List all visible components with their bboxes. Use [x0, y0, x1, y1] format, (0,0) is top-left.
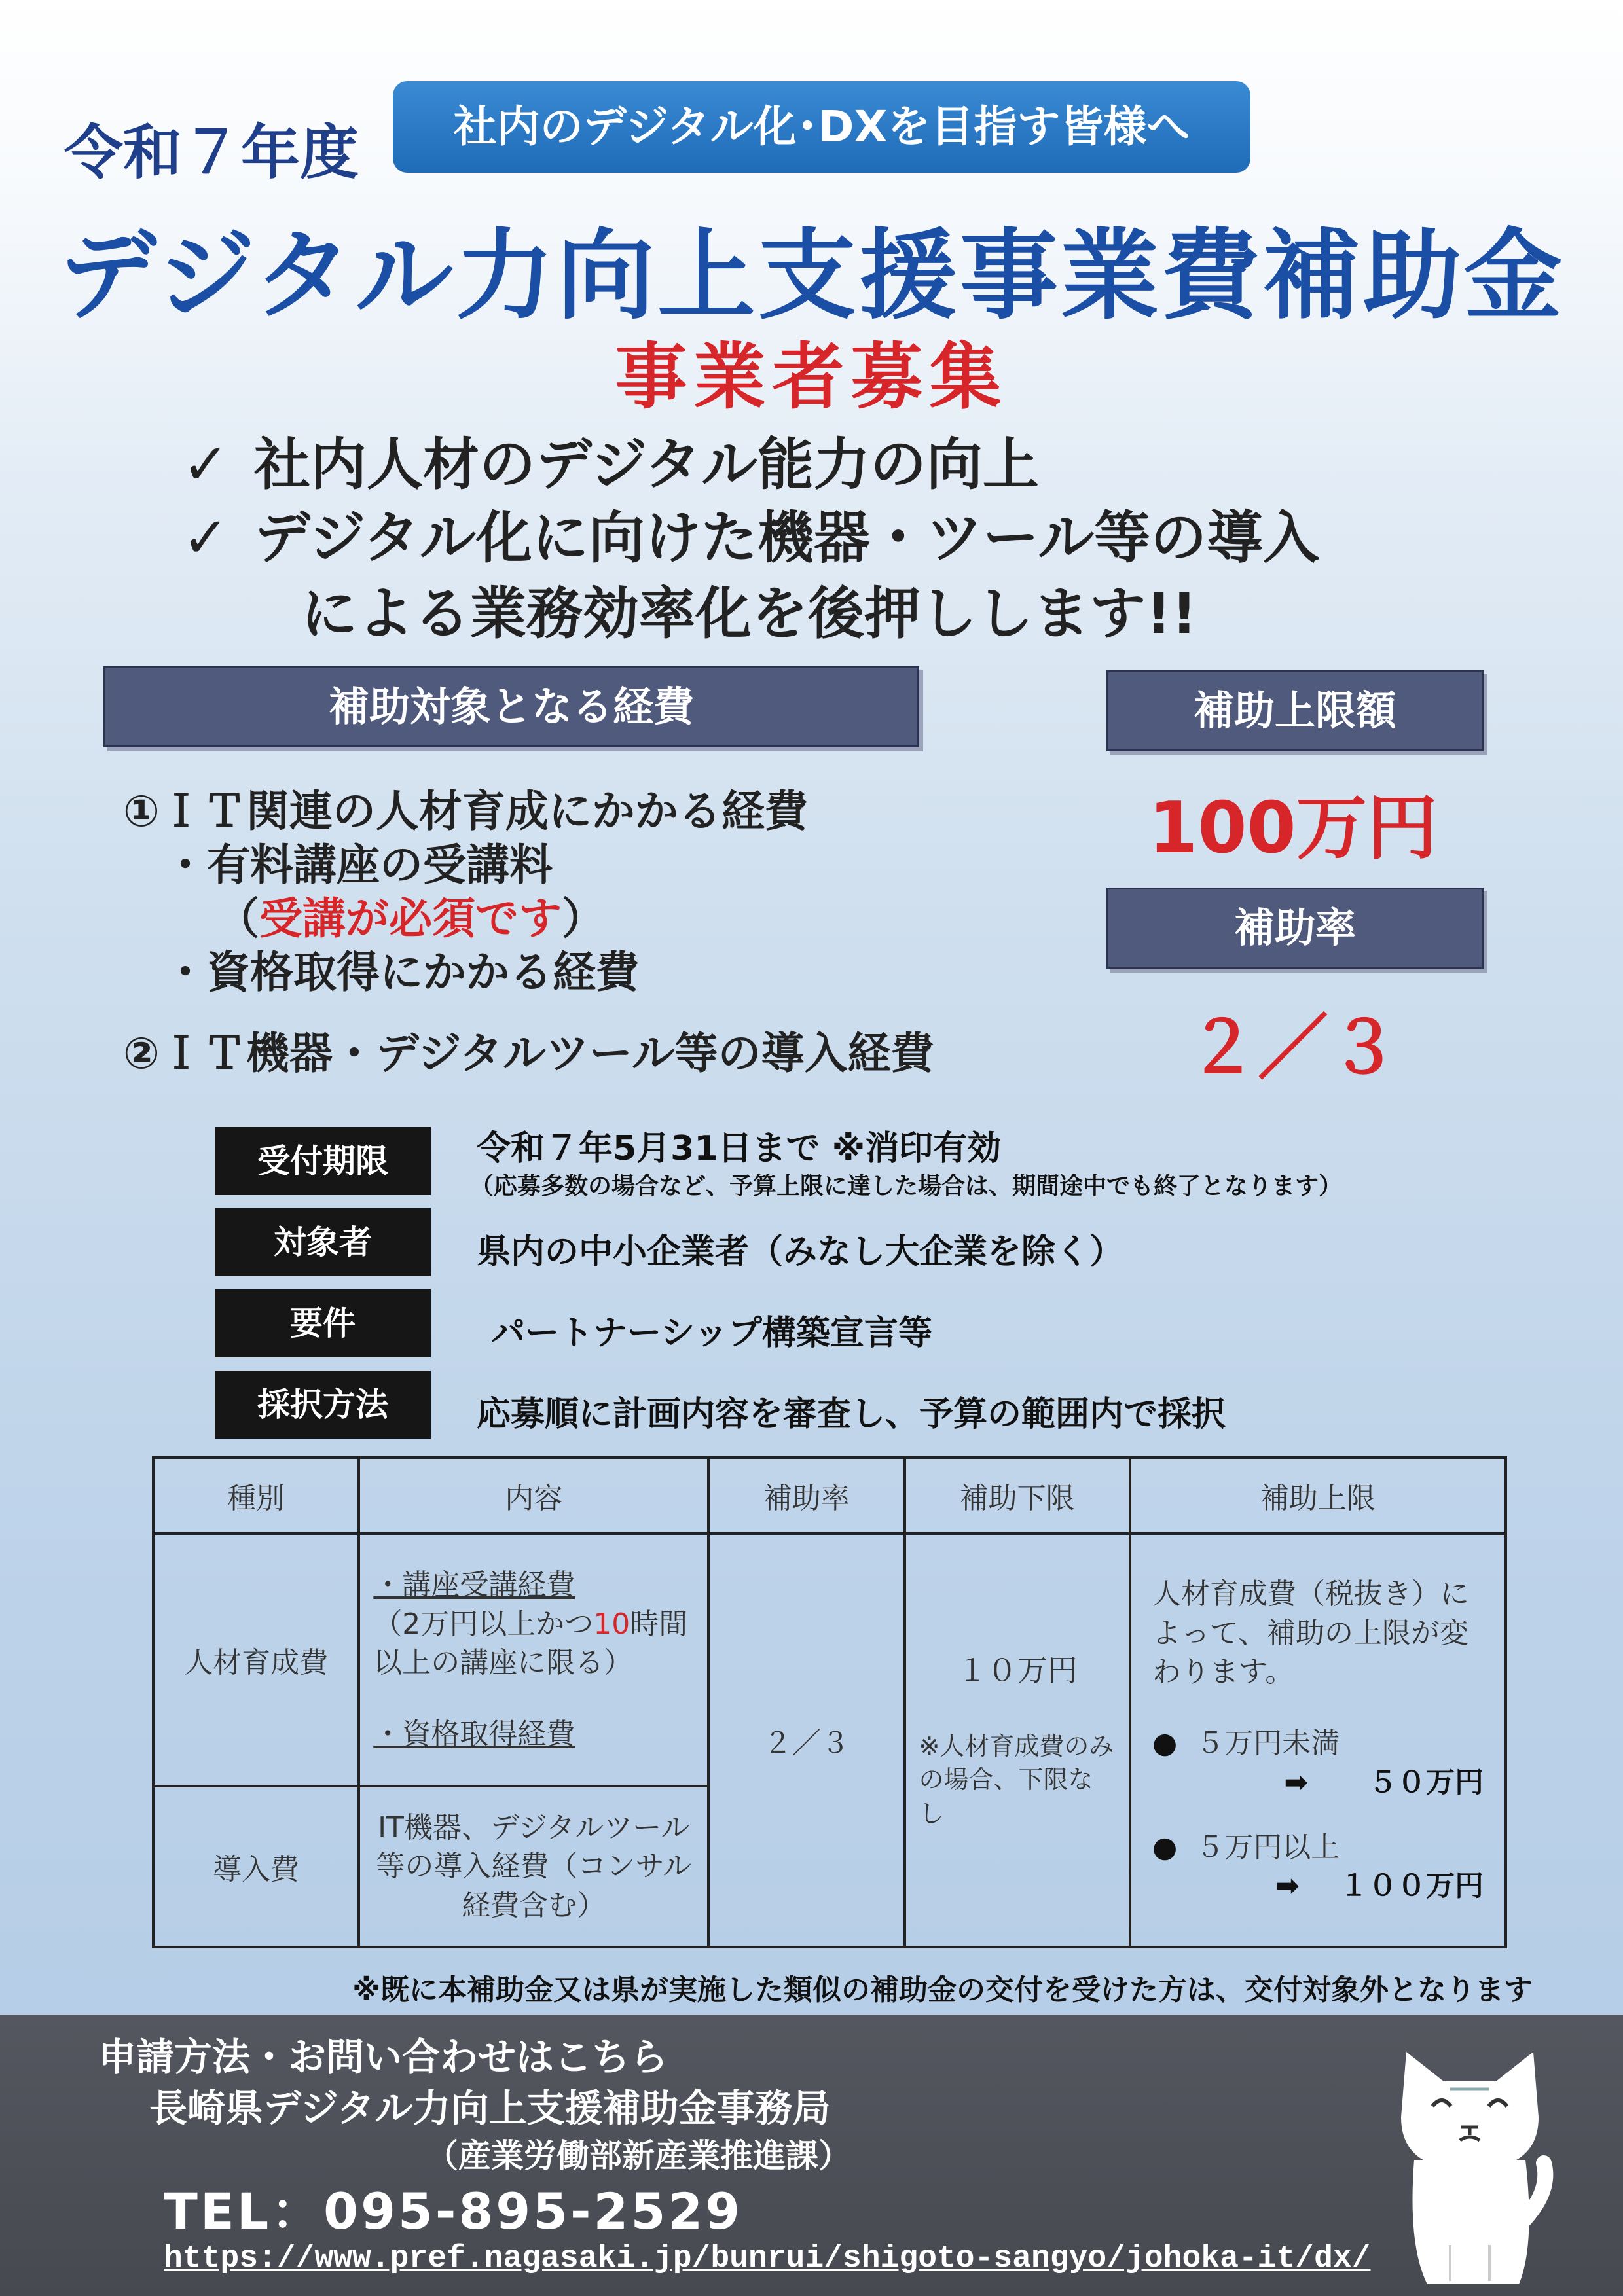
check-item-1: ✓ 社内人材のデジタル能力の向上: [182, 432, 1039, 497]
recruit-heading: 事業者募集: [615, 335, 1008, 419]
table-header: 補助下限: [905, 1458, 1130, 1534]
info-url-link[interactable]: https://www.pref.nagasaki.jp/bunrui/shigoto-sangyo/johoka-it/dx/: [164, 2241, 1371, 2276]
bullet-icon: ●: [1152, 1727, 1178, 1761]
table-header-row: [153, 1458, 1506, 1534]
upper-tier-1-value: ➡ ５０万円: [1284, 1765, 1484, 1799]
target-banner: 社内のデジタル化･DXを目指す皆様へ: [393, 81, 1250, 173]
expense-item-1: ①ＩＴ関連の人材育成にかかる経費: [123, 786, 808, 836]
upper-tier-2-value: ➡ １００万円: [1275, 1869, 1484, 1903]
expense-sub-1-note: （受講が必須です）: [216, 893, 605, 944]
eligible-value: 県内の中小企業者（みなし大企業を除く）: [477, 1232, 1124, 1272]
check-item-2: ✓ デジタル化に向けた機器・ツール等の導入: [182, 505, 1320, 571]
lower-limit-cell: [905, 1534, 1130, 1947]
expense-sub-1: ・有料講座の受講料: [164, 840, 553, 890]
arrow-right-icon: ➡: [1275, 1869, 1300, 1903]
fiscal-year: 令和７年度: [64, 118, 359, 187]
upper-tier-1: ● ５万円未満: [1152, 1727, 1340, 1761]
page-title: デジタル力向上支援事業費補助金: [58, 219, 1565, 333]
course-condition: （2万円以上かつ10時間以上の講座に限る）: [373, 1607, 688, 1679]
deadline-note: （応募多数の場合など、予算上限に達した場合は、期間途中でも終了となります）: [470, 1173, 1343, 1200]
selection-label: 採択方法: [215, 1371, 431, 1439]
lower-limit-value: １０万円: [957, 1653, 1078, 1688]
table-header: 補助上限: [1130, 1458, 1506, 1534]
upper-tier-2: ● ５万円以上: [1152, 1831, 1340, 1865]
deadline-label: 受付期限: [215, 1127, 431, 1195]
type-cell: 人材育成費: [153, 1534, 359, 1786]
requirement-value: パートナーシップ構築宣言等: [491, 1314, 932, 1353]
upper-limit-cell: [1130, 1534, 1506, 1947]
rate-cell: ２／３: [708, 1534, 904, 1947]
eligible-label: 対象者: [215, 1208, 431, 1276]
expense-sub-2: ・資格取得にかかる経費: [164, 947, 639, 997]
lower-limit-note: ※人材育成費のみの場合、下限なし: [919, 1732, 1114, 1828]
rate-header: 補助率: [1106, 888, 1484, 969]
check-icon: ✓: [182, 432, 230, 497]
table-row: [153, 1534, 1506, 1786]
upper-limit-intro: 人材育成費（税抜き）によって、補助の上限が変わります。: [1152, 1577, 1469, 1689]
course-fee-item: ・講座受講経費: [373, 1568, 575, 1602]
subsidy-table: [152, 1456, 1507, 1948]
office-name: 長崎県デジタル力向上支援補助金事務局: [149, 2086, 831, 2130]
requirement-label: 要件: [215, 1289, 431, 1357]
check-icon: ✓: [182, 505, 230, 571]
expense-item-2: ②ＩＴ機器・デジタルツール等の導入経費: [123, 1028, 934, 1079]
arrow-right-icon: ➡: [1284, 1765, 1309, 1799]
limit-value: 100万円: [1148, 787, 1438, 869]
bullet-icon: ●: [1152, 1831, 1178, 1865]
table-header: 補助率: [708, 1458, 904, 1534]
selection-value: 応募順に計画内容を審査し、予算の範囲内で採択: [477, 1395, 1226, 1434]
phone-number: TEL：095-895-2529: [164, 2182, 743, 2240]
cat-mascot-icon: [1388, 2029, 1558, 2291]
deadline-value: 令和７年5月31日まで ※消印有効: [477, 1129, 1002, 1168]
contact-heading: 申請方法・お問い合わせはこちら: [98, 2035, 668, 2079]
exclusion-note: ※既に本補助金又は県が実施した類似の補助金の交付を受けた方は、交付対象外となります: [352, 1973, 1533, 2007]
rate-value: ２／３: [1186, 1007, 1399, 1089]
qualification-item: ・資格取得経費: [373, 1717, 575, 1751]
department-name: （産業労働部新産業推進課）: [426, 2137, 851, 2175]
table-header: 内容: [359, 1458, 708, 1534]
type-cell: 導入費: [153, 1786, 359, 1947]
check-tail: による業務効率化を後押しします!!: [301, 581, 1197, 647]
limit-header: 補助上限額: [1106, 670, 1484, 751]
contact-footer: [0, 2015, 1623, 2296]
content-cell: [359, 1534, 708, 1786]
content-cell: IT機器、デジタルツール等の導入経費（コンサル経費含む）: [359, 1786, 708, 1947]
expenses-header: 補助対象となる経費: [103, 666, 919, 747]
table-header: 種別: [153, 1458, 359, 1534]
